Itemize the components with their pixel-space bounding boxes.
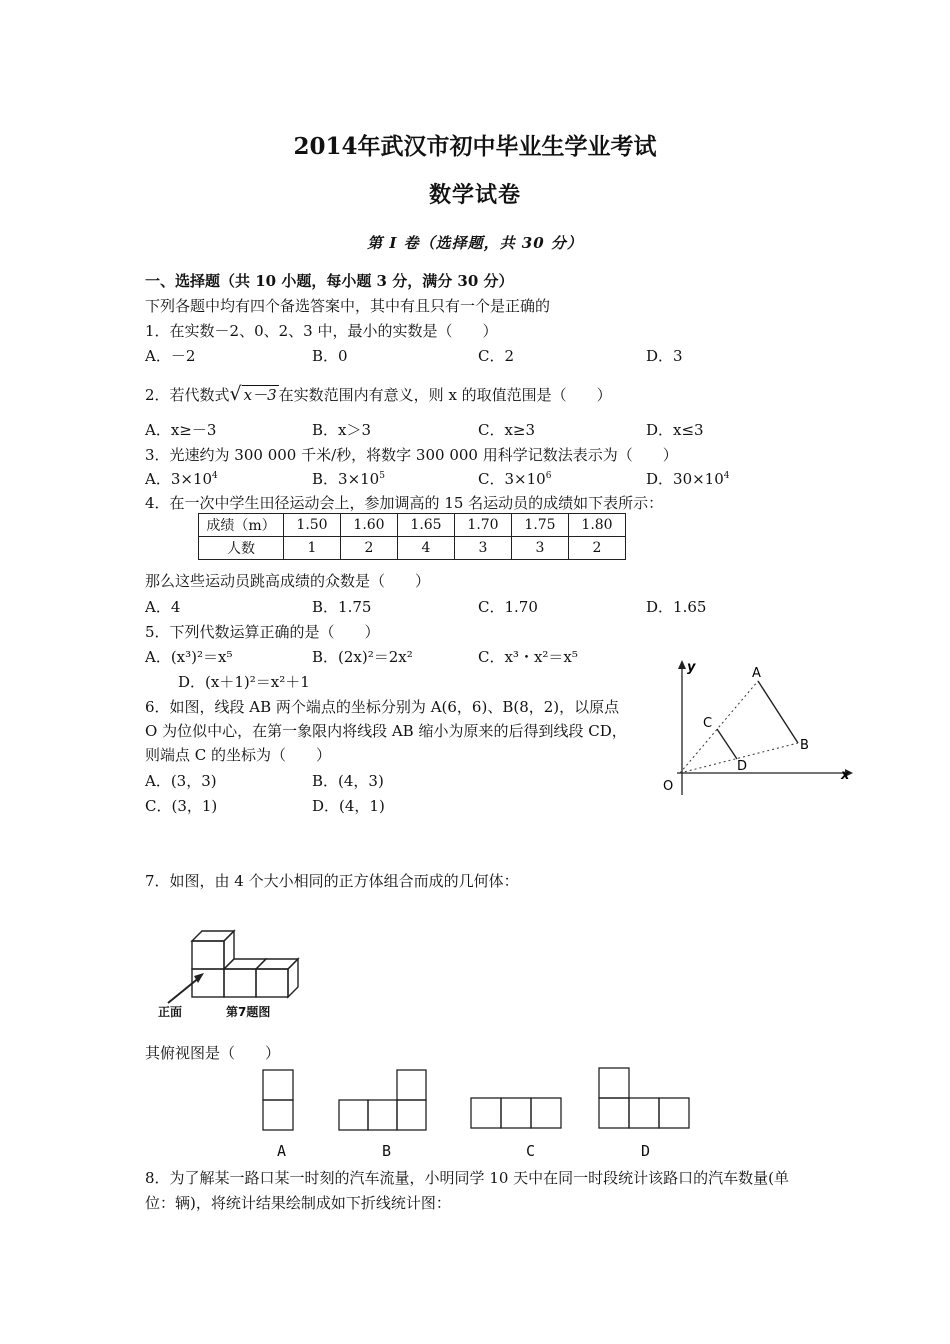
q4-option-d: D．1.65 [646,598,707,616]
table-row [199,537,626,560]
q7-option-label-b: B [382,1142,392,1160]
section-instruction: 下列各题中均有四个备选答案中，其中有且只有一个是正确的 [145,297,551,315]
table-cell: 1.50 [284,514,341,537]
q6-option-a: A．(3，3) [145,772,217,790]
q7-option-label-c: C [526,1142,536,1160]
q3-stem: 3．光速约为 300 000 千米/秒，将数字 300 000 用科学记数法表示为（ ） [145,446,678,464]
q7-options-figure [255,1066,705,1132]
label-o: O [663,779,674,794]
q8-line-2: 位：辆)，将统计结果绘制成如下折线统计图： [145,1194,451,1212]
table-cell: 3 [455,537,512,560]
table-cell: 2 [569,537,626,560]
cube-top-top [192,931,234,941]
table-row [199,514,626,537]
q7-front-label: 正面 [158,1005,183,1019]
label-b: B [800,738,809,753]
q1-option-c: C．2 [478,347,515,365]
q2-prefix: 2．若代数式 [145,386,230,404]
table-cell: 1.80 [569,514,626,537]
q6-coordinate-figure [655,655,860,800]
q7-option-label-a: A [277,1142,287,1160]
cube-bottom-top-2 [224,959,266,969]
q2-stem [145,383,612,405]
option-b-square [397,1100,426,1130]
table-cell: 4 [398,537,455,560]
q2-suffix: 在实数范围内有意义，则 x 的取值范围是（ ） [278,386,612,404]
q5-option-d: D．(x＋1)²＝x²＋1 [178,673,310,691]
q1-option-a: A．－2 [145,347,196,365]
option-d-square [599,1068,629,1098]
option-b-square [339,1100,368,1130]
front-arrow [168,977,200,1003]
q6-line-1: 6．如图，线段 AB 两个端点的坐标分别为 A(6，6)、B(8，2)，以原点 [145,698,620,716]
table-header-count: 人数 [199,537,284,560]
q5-option-b: B．(2x)²＝2x² [312,648,413,666]
q3-option-d: D．$30\times 10^4$ [646,470,730,488]
option-c-square [501,1098,531,1128]
q7-stem: 7．如图，由 4 个大小相同的正方体组合而成的几何体： [145,872,519,890]
q4-option-c: C．1.70 [478,598,538,616]
cube-bottom-3 [256,969,288,997]
table-cell: 1.75 [512,514,569,537]
q2-option-c: C．x≥3 [478,421,536,439]
q4-option-a: A．4 [145,598,181,616]
segment-cd [717,729,737,759]
option-c-square [531,1098,561,1128]
exam-title: 2014年武汉市初中毕业生学业考试 [293,133,657,160]
q7-question: 其俯视图是（ ） [145,1044,281,1062]
q5-stem: 5．下列代数运算正确的是（ ） [145,623,380,641]
exam-subtitle: 数学试卷 [428,182,521,208]
label-d: D [737,759,748,774]
q1-option-b: B．0 [312,347,348,365]
q6-line-3: 则端点 C 的坐标为（ ） [145,746,332,764]
q5-option-a: A．(x³)²＝x⁵ [145,648,233,666]
q6-option-b: B．(4，3) [312,772,384,790]
option-b-square [368,1100,397,1130]
q1-option-d: D．3 [646,347,683,365]
cube-bottom-1 [192,969,224,997]
option-d-square [599,1098,629,1128]
q8-line-1: 8．为了解某一路口某一时刻的汽车流量，小明同学 10 天中在同一时段统计该路口的汽车数量(单 [145,1169,790,1187]
option-c-square [471,1098,501,1128]
label-x: x [841,768,850,783]
q3-option-b: B．$3\times 10^5$ [312,470,385,488]
q2-option-d: D．x≤3 [646,421,704,439]
q7-figure-caption: 第7题图 [226,1005,271,1019]
option-d-square [629,1098,659,1128]
y-axis-arrow-icon [678,660,686,669]
option-a-square [263,1100,293,1130]
q3-option-c: C．$3\times 10^6$ [478,470,552,488]
sqrt-sign-icon: √ [229,383,242,405]
table-cell: 1.65 [398,514,455,537]
label-c: C [703,716,713,731]
q6-option-c: C．(3，1) [145,797,218,815]
q2-option-a: A．x≥－3 [145,421,217,439]
table-cell: 1.60 [341,514,398,537]
cube-bottom-top-3 [256,959,298,969]
table-cell: 1 [284,537,341,560]
q4-score-table [198,513,626,560]
q3-option-a: A．$3\times 10^4$ [145,470,218,488]
label-a: A [752,666,761,681]
cube-top-front [192,941,224,969]
q2-radicand: x－3 [243,386,277,404]
table-cell: 1.70 [455,514,512,537]
q5-option-c: C．x³・x²＝x⁵ [478,648,578,666]
q6-option-d: D．(4，1) [312,797,385,815]
option-b-square [397,1070,426,1100]
table-cell: 3 [512,537,569,560]
q2-option-b: B．x＞3 [312,421,372,439]
label-y: y [687,660,696,675]
table-cell: 2 [341,537,398,560]
q1-stem: 1．在实数－2、0、2、3 中，最小的实数是（ ） [145,322,498,340]
table-header-score: 成绩（m） [199,514,284,537]
cube-bottom-side [288,959,298,997]
cube-bottom-2 [224,969,256,997]
part-heading: 第 I 卷（选择题，共 30 分） [367,234,583,252]
q4-option-b: B．1.75 [312,598,372,616]
segment-ab [758,681,798,743]
q6-line-2: O 为位似中心，在第一象限内将线段 AB 缩小为原来的后得到线段 CD， [145,722,627,740]
q7-option-label-d: D [641,1142,651,1160]
option-a-square [263,1070,293,1100]
section-heading: 一、选择题（共 10 小题，每小题 3 分，满分 30 分） [145,272,514,290]
option-d-square [659,1098,689,1128]
q4-stem: 4．在一次中学生田径运动会上，参加调高的 15 名运动员的成绩如下表所示： [145,494,664,512]
q4-question: 那么这些运动员跳高成绩的众数是（ ） [145,572,431,590]
